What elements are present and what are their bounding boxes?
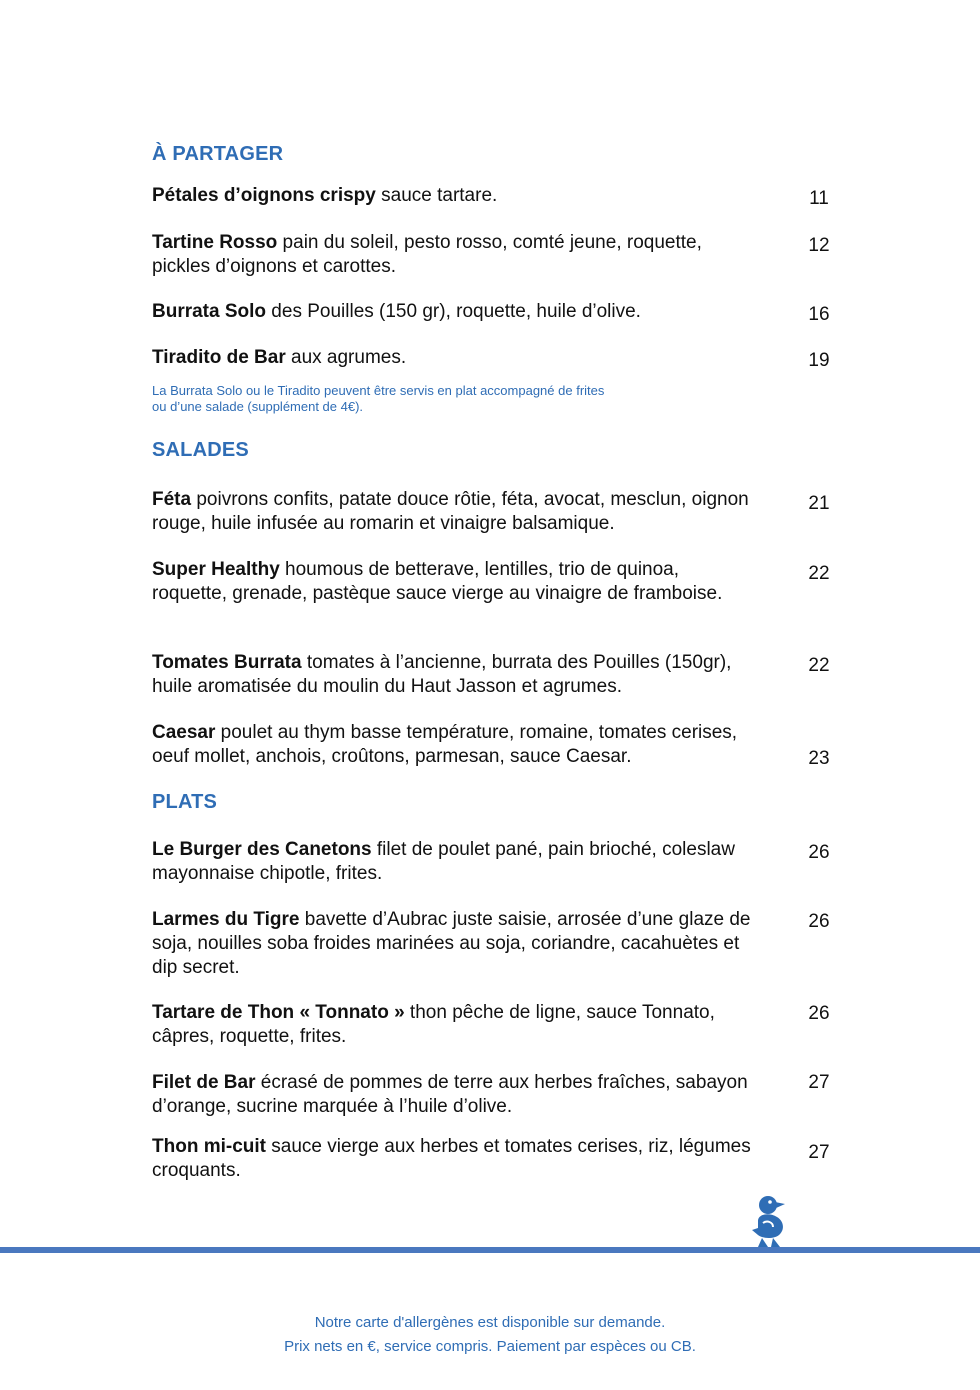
item-price: 26: [808, 1003, 830, 1024]
section-title-partager: À PARTAGER: [152, 143, 284, 165]
item-description: poivrons confits, patate douce rôtie, féta, avocat, mesclun, oignon rouge, huile infusée au romarin et vinaigre balsamique.: [152, 489, 749, 534]
item-price: 27: [808, 1142, 830, 1163]
note-line-1: La Burrata Solo ou le Tiradito peuvent être servis en plat accompagné de frites: [152, 383, 605, 398]
item-description: filet de poulet pané, pain brioché, coleslaw mayonnaise chipotle, frites.: [152, 839, 735, 884]
item-description: pain du soleil, pesto rosso, comté jeune, roquette, pickles d’oignons et carottes.: [152, 232, 702, 277]
menu-item: [152, 651, 852, 699]
menu-item: [152, 1071, 852, 1119]
duck-icon: [749, 1190, 791, 1250]
item-name: Pétales d’oignons crispy: [152, 185, 376, 206]
item-name: Tomates Burrata: [152, 652, 302, 673]
item-name: Larmes du Tigre: [152, 909, 300, 930]
item-name: Super Healthy: [152, 559, 280, 580]
item-description: aux agrumes.: [285, 347, 407, 368]
item-name: Le Burger des Canetons: [152, 839, 372, 860]
menu-item: [152, 300, 852, 324]
menu-item: [152, 346, 852, 370]
item-name: Burrata Solo: [152, 301, 267, 322]
item-description: thon pêche de ligne, sauce Tonnato, câpres, roquette, frites.: [152, 1002, 715, 1047]
menu-item: [152, 558, 852, 606]
pricing-notice: Prix nets en €, service compris. Paiement par espèces ou CB.: [284, 1338, 696, 1355]
menu-item: [152, 1001, 852, 1049]
menu-item: [152, 231, 852, 279]
item-name: Caesar: [152, 722, 216, 743]
item-description: des Pouilles (150 gr), roquette, huile d’olive.: [266, 301, 641, 322]
menu-item: [152, 184, 852, 208]
item-price: 26: [808, 911, 830, 932]
item-name: Tartare de Thon « Tonnato »: [152, 1002, 405, 1023]
menu-item: [152, 488, 852, 536]
item-description: poulet au thym basse température, romaine, tomates cerises, oeuf mollet, anchois, croûtons, parmesan, sauce Caesar.: [152, 722, 738, 767]
item-description: bavette d’Aubrac juste saisie, arrosée d’une glaze de soja, nouilles soba froides marinées au soja, coriandre, cacahuètes et dip secret.: [152, 909, 751, 978]
item-price: 26: [808, 842, 830, 863]
note-line-2: ou d’une salade (supplément de 4€).: [152, 399, 364, 414]
section-title-salades: SALADES: [152, 439, 249, 461]
item-price: 12: [808, 235, 830, 256]
allergens-notice: Notre carte d'allergènes est disponible sur demande.: [314, 1314, 666, 1331]
item-name: Tiradito de Bar: [152, 347, 286, 368]
menu-item: [152, 1135, 852, 1183]
item-name: Filet de Bar: [152, 1072, 256, 1093]
menu-item: [152, 838, 852, 886]
item-price: 19: [808, 350, 830, 371]
item-price: 21: [808, 493, 830, 514]
item-description: écrasé de pommes de terre aux herbes fraîches, sabayon d’orange, sucrine marquée à l’huile d’olive.: [152, 1072, 748, 1117]
item-price: 16: [808, 304, 830, 325]
item-name: Tartine Rosso: [152, 232, 278, 253]
menu-item: [152, 908, 852, 980]
item-description: tomates à l’ancienne, burrata des Pouilles (150gr), huile aromatisée du moulin du Haut Jasson et agrumes.: [152, 652, 732, 697]
burrata-tiradito-note: [152, 383, 692, 415]
item-price: 23: [808, 748, 830, 769]
footer-divider: [0, 1247, 980, 1253]
item-name: Féta: [152, 489, 192, 510]
item-description: sauce tartare.: [375, 185, 498, 206]
item-price: 11: [809, 188, 829, 209]
item-description: sauce vierge aux herbes et tomates cerises, riz, légumes croquants.: [152, 1136, 751, 1181]
menu-item: [152, 721, 852, 769]
section-title-plats: PLATS: [152, 791, 218, 813]
item-price: 22: [808, 655, 830, 676]
item-price: 27: [808, 1072, 830, 1093]
item-price: 22: [808, 563, 830, 584]
item-description: houmous de betterave, lentilles, trio de quinoa, roquette, grenade, pastèque sauce vierge au vinaigre de framboise.: [152, 559, 723, 604]
item-name: Thon mi-cuit: [152, 1136, 266, 1157]
